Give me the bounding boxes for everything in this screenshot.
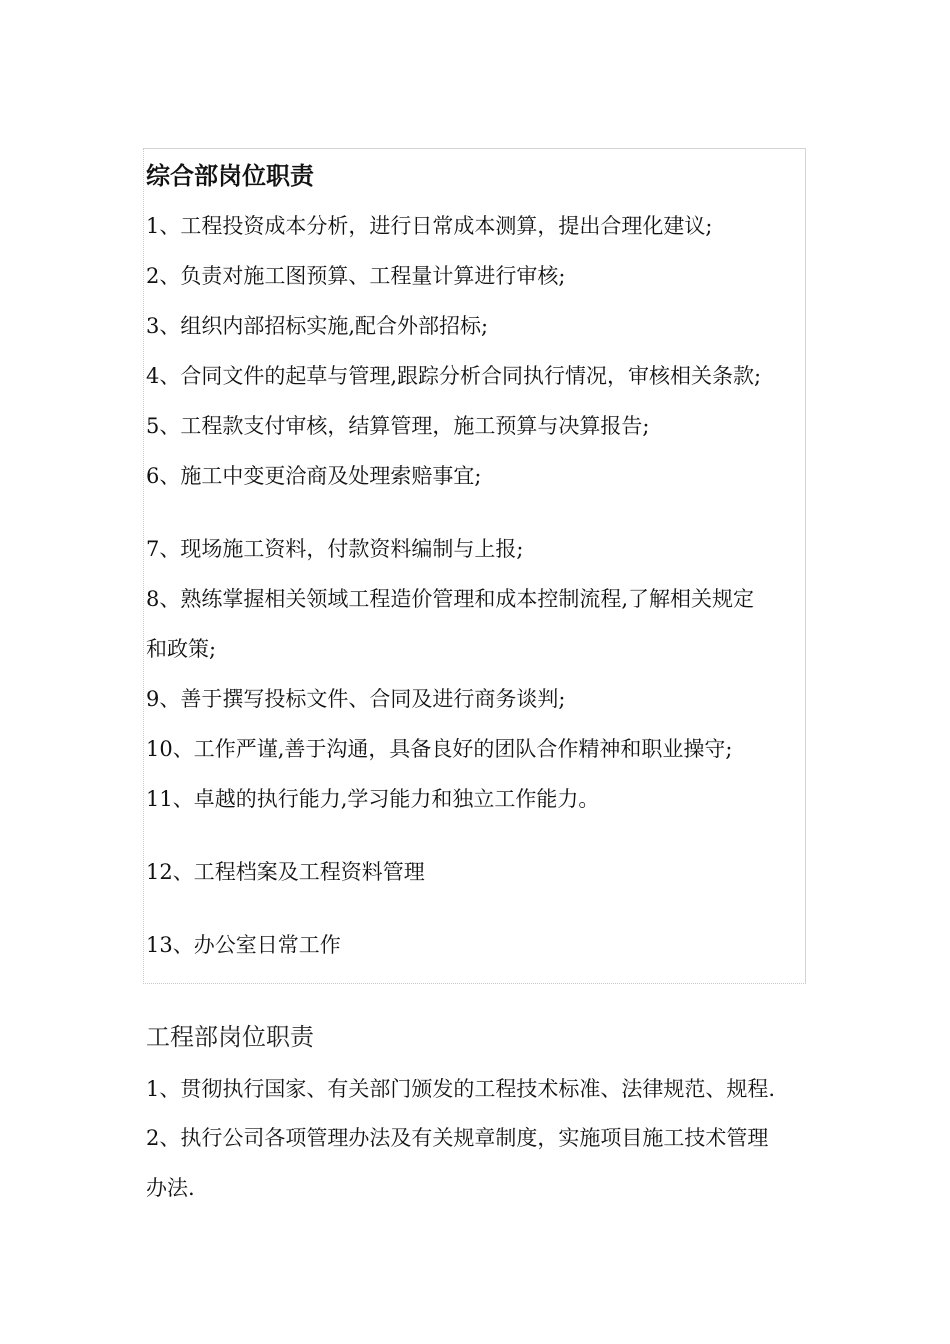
section2-title: 工程部岗位职责: [146, 1023, 314, 1051]
section1-item-9: 9、善于撰写投标文件、合同及进行商务谈判;: [146, 687, 566, 711]
section2-item-1: 1、贯彻执行国家、有关部门颁发的工程技术标准、法律规范、规程.: [146, 1077, 776, 1101]
section2-item-2-cont: 办法.: [146, 1176, 195, 1200]
section1-item-8-cont: 和政策;: [146, 637, 217, 661]
section1-item-10: 10、工作严谨,善于沟通，具备良好的团队合作精神和职业操守;: [146, 737, 733, 761]
section1-item-12: 12、工程档案及工程资料管理: [146, 860, 425, 884]
section1-item-2: 2、负责对施工图预算、工程量计算进行审核;: [146, 264, 566, 288]
section1-item-7: 7、现场施工资料，付款资料编制与上报;: [146, 537, 524, 561]
section1-item-4: 4、合同文件的起草与管理,跟踪分析合同执行情况，审核相关条款;: [146, 364, 762, 388]
section1-item-3: 3、组织内部招标实施,配合外部招标;: [146, 314, 489, 338]
section1-item-6: 6、施工中变更洽商及处理索赔事宜;: [146, 464, 482, 488]
section1-item-11: 11、卓越的执行能力,学习能力和独立工作能力。: [146, 787, 600, 811]
section1-item-13: 13、办公室日常工作: [146, 933, 341, 957]
section1-title: 综合部岗位职责: [146, 162, 314, 190]
section1-item-8: 8、熟练掌握相关领域工程造价管理和成本控制流程,了解相关规定: [146, 587, 755, 611]
section1-item-5: 5、工程款支付审核，结算管理，施工预算与决算报告;: [146, 414, 650, 438]
section1-item-1: 1、工程投资成本分析，进行日常成本测算，提出合理化建议;: [146, 214, 713, 238]
section2-item-2: 2、执行公司各项管理办法及有关规章制度，实施项目施工技术管理: [146, 1126, 769, 1150]
